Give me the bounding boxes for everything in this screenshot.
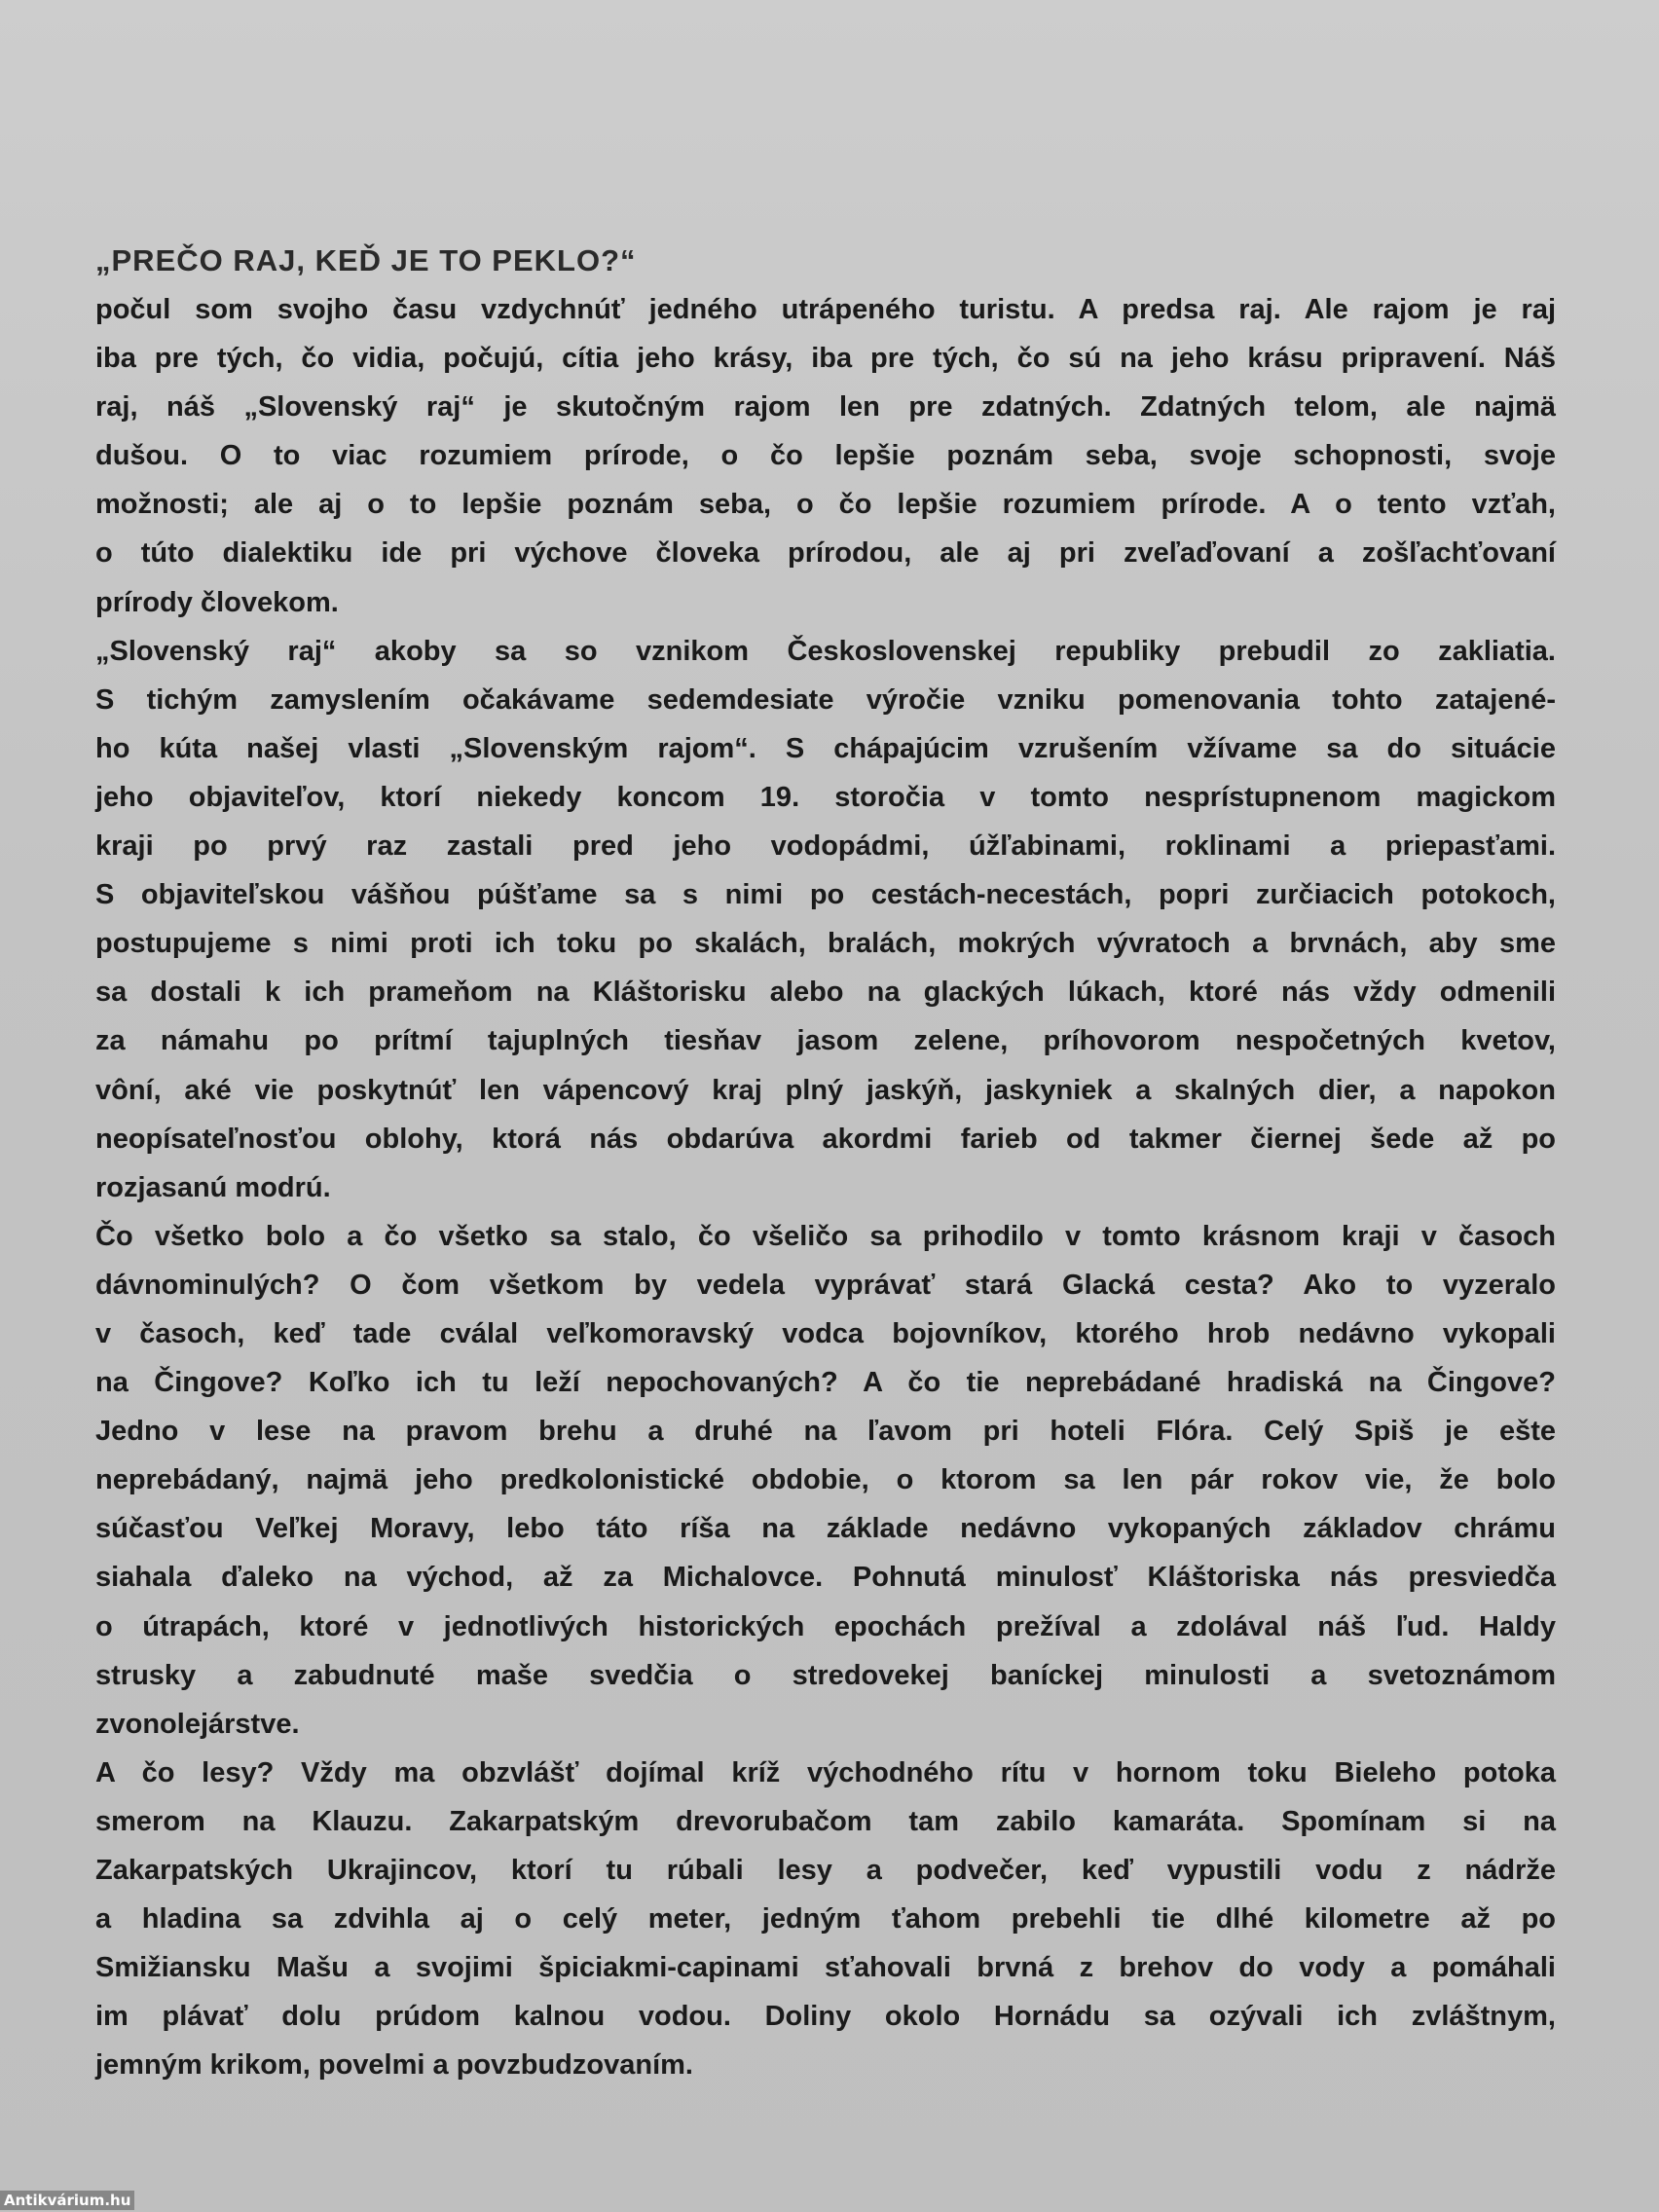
text-line: A čo lesy? Vždy ma obzvlášť dojímal kríž východného rítu v hornom toku Bieleho potoka — [95, 1756, 1556, 1788]
text-line: siahala ďaleko na východ, až za Michalovce. Pohnutá minulosť Kláštoriska nás presviedča — [95, 1562, 1556, 1594]
paragraph — [95, 285, 1556, 627]
heading: „PREČO RAJ, KEĎ JE TO PEKLO?“ — [95, 243, 637, 277]
text-line: kraji po prvý raz zastali pred jeho vodopádmi, úžľabinami, roklinami a priepasťami. — [95, 830, 1556, 863]
text-line: na Čingove? Koľko ich tu leží nepochovaných? A čo tie neprebádané hradiská na Čingove? — [95, 1367, 1556, 1399]
text-line: jeho objaviteľov, ktorí niekedy koncom 19. storočia v tomto nesprístupnenom magickom — [95, 781, 1556, 813]
text-line: dávnominulých? O čom všetkom by vedela vyprávať stará Glacká cesta? Ako to vyzeralo — [95, 1269, 1556, 1301]
text-line: súčasťou Veľkej Moravy, lebo táto ríša na základe nedávno vykopaných základov chrámu — [95, 1513, 1556, 1545]
text-line: ho kúta našej vlasti „Slovenským rajom“. S chápajúcim vzrušením vžívame sa do situácie — [95, 732, 1556, 764]
text-line: postupujeme s nimi proti ich toku po skalách, bralách, mokrých vývratoch a brvnách, aby sme — [95, 928, 1556, 960]
text-line: „Slovenský raj“ akoby sa so vznikom Československej republiky prebudil zo zakliatia. — [95, 635, 1556, 667]
text-line: Zakarpatských Ukrajincov, ktorí tu rúbali lesy a podvečer, keď vypustili vodu z nádrže — [95, 1855, 1556, 1886]
text-line: S objaviteľskou vášňou púšťame sa s nimi po cestách-necestách, popri zurčiacich potokoch, — [95, 879, 1556, 911]
text-line: rozjasanú modrú. — [95, 1171, 331, 1203]
text-line: o útrapách, ktoré v jednotlivých historických epochách prežíval a zdolával náš ľud. Haldy — [95, 1610, 1556, 1642]
paragraph — [95, 1749, 1556, 2090]
text-line: neopísateľnosťou oblohy, ktorá nás obdarúva akordmi farieb od takmer čiernej šede až po — [95, 1123, 1556, 1155]
text-line: Čo všetko bolo a čo všetko sa stalo, čo všeličo sa prihodilo v tomto krásnom kraji v časoch — [95, 1220, 1556, 1252]
text-line: Jedno v lese na pravom brehu a druhé na ľavom pri hoteli Flóra. Celý Spiš je ešte — [95, 1416, 1556, 1448]
text-line: vôní, aké vie poskytnúť len vápencový kraj plný jaskýň, jaskyniek a skalných dier, a napokon — [95, 1074, 1556, 1106]
text-line: za námahu po prítmí tajuplných tiesňav jasom zelene, príhovorom nespočetných kvetov, — [95, 1025, 1556, 1057]
text-line: sa dostali k ich prameňom na Kláštorisku alebo na glackých lúkach, ktoré nás vždy odmenili — [95, 977, 1556, 1009]
paragraph — [95, 627, 1556, 1212]
text-line: Smižiansku Mašu a svojimi špiciakmi-capinami sťahovali brvná z brehov do vody a pomáhali — [95, 1952, 1556, 1984]
paragraph — [95, 1212, 1556, 1749]
text-line: v časoch, keď tade cválal veľkomoravský vodca bojovníkov, ktorého hrob nedávno vykopali — [95, 1317, 1556, 1349]
text-line: o túto dialektiku ide pri výchove človeka prírodou, ale aj pri zveľaďovaní a zošľachťovaní — [95, 537, 1556, 570]
text-line: S tichým zamyslením očakávame sedemdesiate výročie vzniku pomenovania tohto zatajené- — [95, 683, 1556, 716]
text-line: strusky a zabudnuté maše svedčia o stredovekej baníckej minulosti a svetoznámom — [95, 1659, 1556, 1691]
page-text — [95, 237, 1556, 2089]
text-line: dušou. O to viac rozumiem prírode, o čo lepšie poznám seba, svoje schopnosti, svoje — [95, 440, 1556, 472]
text-line: možnosti; ale aj o to lepšie poznám seba, o čo lepšie rozumiem prírode. A o tento vzťah, — [95, 489, 1556, 521]
text-line: iba pre tých, čo vidia, počujú, cítia jeho krásy, iba pre tých, čo sú na jeho krásu pripravení. Náš — [95, 343, 1556, 375]
watermark: Antikvárium.hu — [0, 2191, 134, 2210]
text-line: raj, náš „Slovenský raj“ je skutočným rajom len pre zdatných. Zdatných telom, ale najmä — [95, 391, 1556, 424]
text-line: a hladina sa zdvihla aj o celý meter, jedným ťahom prebehli tie dlhé kilometre až po — [95, 1903, 1556, 1936]
body-text — [95, 285, 1556, 2089]
text-line: smerom na Klauzu. Zakarpatským drevorubačom tam zabilo kamaráta. Spomínam si na — [95, 1805, 1556, 1837]
text-line: zvonolejárstve. — [95, 1708, 300, 1740]
text-line: počul som svojho času vzdychnúť jedného utrápeného turistu. A predsa raj. Ale rajom je raj — [95, 294, 1556, 325]
text-line: im plávať dolu prúdom kalnou vodou. Doliny okolo Hornádu sa ozývali ich zvláštnym, — [95, 2001, 1556, 2033]
text-line: neprebádaný, najmä jeho predkolonistické obdobie, o ktorom sa len pár rokov vie, že bolo — [95, 1464, 1556, 1496]
text-line: prírody človekom. — [95, 586, 339, 618]
text-line: jemným krikom, povelmi a povzbudzovaním. — [95, 2049, 693, 2082]
